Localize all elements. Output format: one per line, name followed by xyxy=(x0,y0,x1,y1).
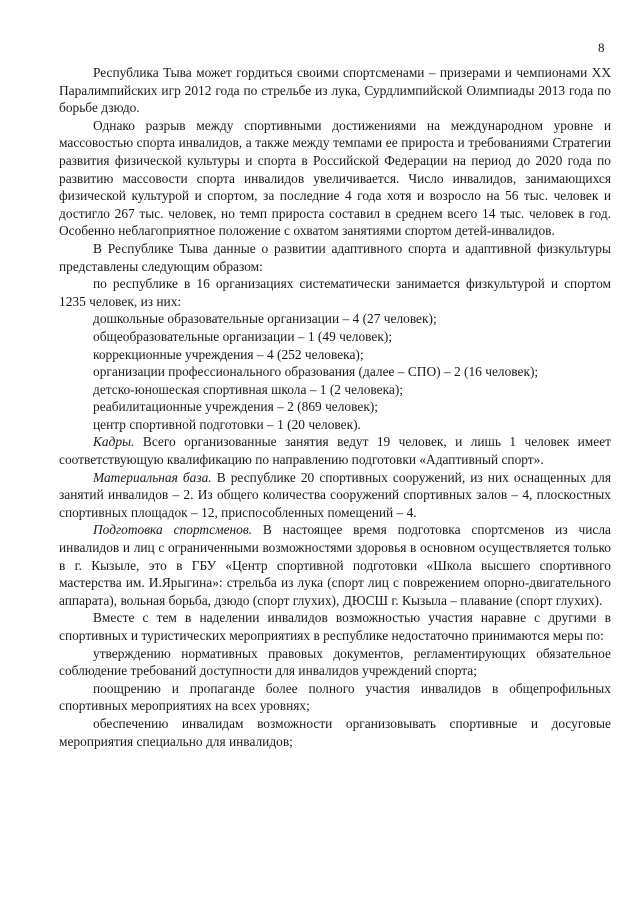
paragraph-facilities xyxy=(59,469,611,522)
paragraph-training xyxy=(59,521,611,609)
list-item: общеобразовательные организации – 1 (49 человек); xyxy=(93,328,393,344)
training-text: В настоящее время подготовка спортсменов из числа инвалидов и лиц с ограниченными возможностями здоровья в основном осуществляется только в г. Кызыле, это в ГБУ «Центр спортивной подготовки «Школа высшего спортивного мастерства им. И.Ярыгина»: стрельба из лука (спорт лиц с поврежением опорно-двигательного аппарата), вольная борьба, дзюдо (спорт глухих), ДЮСШ г. Кызыла – плавание (спорт глухих). xyxy=(59,522,611,608)
list-item: коррекционные учреждения – 4 (252 человека); xyxy=(93,346,364,362)
facilities-text: В республике 20 спортивных сооружений, из них оснащенных для занятий инвалидов – 2. Из общего количества сооружений спортивных залов – 4, плоскостных спортивных площадок – 12, приспособленных помещений – 4. xyxy=(59,469,611,520)
paragraph-medalists: Республика Тыва может гордиться своими спортсменами – призерами и чемпионами XX Паралимпийских игр 2012 года по стрельбе из лука, Сурдлимпийской Олимпиады 2013 года по борьбе дзюдо. xyxy=(59,65,611,116)
paragraph-organizations: по республике в 16 организациях систематически занимается физкультурой и спортом 1235 человек, из них: xyxy=(59,276,611,309)
paragraph-measure-promotion: поощрению и пропаганде более полного участия инвалидов в общепрофильных спортивных мероприятиях на всех уровнях; xyxy=(59,680,611,714)
list-item: реабилитационные учреждения – 2 (869 человек); xyxy=(93,399,379,415)
paragraph-measures: Вместе с тем в наделении инвалидов возможностью участия наравне с другими в спортивных и туристических мероприятиях в республике недостаточно принимаются меры по: xyxy=(59,610,611,643)
paragraph-gap: Однако разрыв между спортивными достижениями на международном уровне и массовостью спорта инвалидов, а также между темпами ее прироста и требованиями Стратегии развития физической культуры и спорта в Российской Федерации на период до 2020 года по развитию массовости спорта инвалидов увеличивается. Число инвалидов, занимающихся физической культурой и спортом, за последние 4 года хотя и возросло на 56 тыс. человек и достигло 267 тыс. человек, но темп прироста составил в среднем всего 14 тыс. человек в год. Особенно неблагоприятное положение с охватом занятиями спортом детей-инвалидов. xyxy=(59,117,611,239)
training-label: Подготовка спортсменов. xyxy=(93,522,253,538)
staff-text: Всего организованные занятия ведут 19 человек, и лишь 1 человек имеет соответствующую квалификацию по направлению подготовки «Адаптивный спорт». xyxy=(59,434,611,468)
paragraph-staff xyxy=(59,433,611,468)
list-item: детско-юношеская спортивная школа – 1 (2 человека); xyxy=(93,381,404,397)
body-text xyxy=(59,64,611,750)
paragraph-measure-regulations: утверждению нормативных правовых документов, регламентирующих обязательное соблюдение требований доступности для инвалидов учреждений спорта; xyxy=(59,645,611,679)
list-item: дошкольные образовательные организации – 4 (27 человек); xyxy=(93,311,437,327)
staff-label: Кадры. xyxy=(93,434,135,450)
paragraph-adaptive-sport-intro: В Республике Тыва данные о развитии адаптивного спорта и адаптивной физкультуры представлены следующим образом: xyxy=(59,240,611,274)
page-number: 8 xyxy=(598,40,605,55)
facilities-label: Материальная база. xyxy=(93,469,212,485)
list-item: центр спортивной подготовки – 1 (20 человек). xyxy=(93,416,361,432)
paragraph-measure-events: обеспечению инвалидам возможности организовывать спортивные и досуговые мероприятия специально для инвалидов; xyxy=(59,715,611,749)
list-item: организации профессионального образования (далее – СПО) – 2 (16 человек); xyxy=(93,364,539,380)
